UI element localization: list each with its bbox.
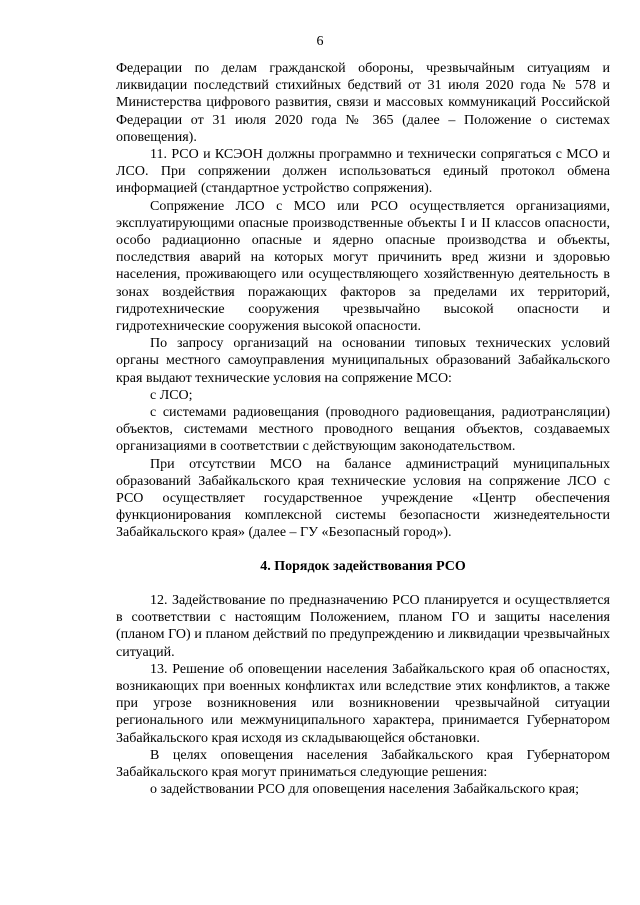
paragraph: При отсутствии МСО на балансе администраций муниципальных образований Забайкальского края технические условия на сопряжение ЛСО с РСО осуществляет государственное учреждение «Центр обеспечения функционирования комплексной системы безопасности жизнедеятельности Забайкальского края» (далее – ГУ «Безопасный город»). [116,456,610,541]
paragraph: о задействовании РСО для оповещения населения Забайкальского края; [150,782,579,798]
paragraphs-top [116,60,610,542]
paragraph: В целях оповещения населения Забайкальского края Губернатором Забайкальского края могут приниматься следующие решения: [116,747,610,780]
paragraph: Федерации по делам гражданской обороны, чрезвычайным ситуациям и ликвидации последствий стихийных бедствий от 31 июля 2020 года № 578 и Министерства цифрового развития, связи и массовых коммуникаций Российской Федерации от 31 июля 2020 года № 365 (далее – Положение о системах оповещения). [116,61,610,145]
paragraph: По запросу организаций на основании типовых технических условий органы местного самоуправления муниципальных образований Забайкальского края выдают технические условия на сопряжение МСО: [116,336,610,386]
paragraph: 13. Решение об оповещении населения Забайкальского края об опасностях, возникающих при военных конфликтах или вследствие этих конфликтов, а также при угрозе возникновения или возникновении чрезвычайной ситуации регионального или межмуниципального характера, принимается Губернатором Забайкальского края исходя из складывающейся обстановки. [116,661,610,746]
page-number: 6 [316,34,324,49]
paragraph: с системами радиовещания (проводного радиовещания, радиотрансляции) объектов, системами местного проводного вещания объектов, создаваемых организациями в соответствии с действующим законодательством. [116,405,610,455]
paragraph: 12. Задействование по предназначению РСО планируется и осуществляется в соответствии с настоящим Положением, планом ГО и защиты населения (планом ГО) и планом действий по предупреждению и ликвидации чрезвычайных ситуаций. [116,592,610,660]
paragraph: Сопряжение ЛСО с МСО или РСО осуществляется организациями, эксплуатирующими опасные производственные объекты I и II классов опасности, особо радиационно опасные и ядерно опасные производства и объекты, последствия аварий на которых могут причинить вред жизни и здоровью населения, проживающего или осуществляющего хозяйственную деятельность в зонах воздействия поражающих факторов за пределами их территорий, гидротехнические сооружения чрезвычайно высокой опасности и гидротехнические сооружения высокой опасности. [116,198,610,335]
paragraphs-bottom [116,592,610,798]
paragraph: с ЛСО; [150,387,193,403]
document-body [116,60,610,798]
paragraph: 11. РСО и КСЭОН должны программно и технически сопрягаться с МСО и ЛСО. При сопряжении должен использоваться единый протокол обмена информацией (стандартное устройство сопряжения). [116,147,610,197]
section-heading: 4. Порядок задействования РСО [260,558,466,574]
